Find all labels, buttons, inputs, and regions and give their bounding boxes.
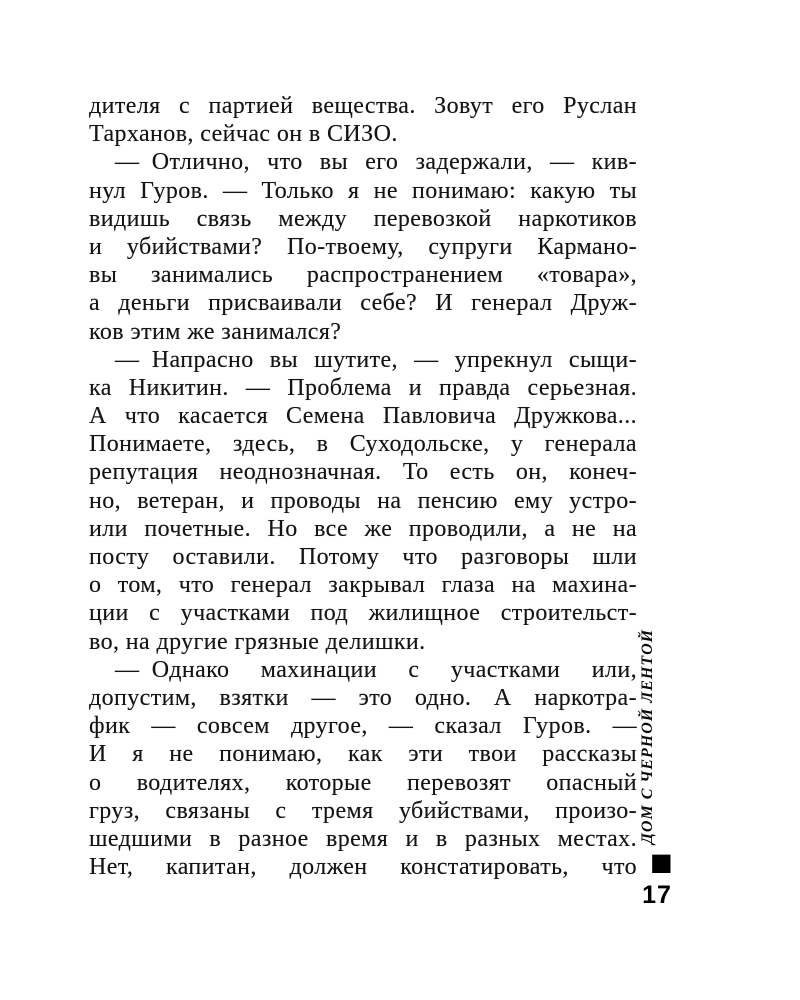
text-line: А что касается Семена Павловича Дружкова... [89, 403, 637, 430]
text-line: И я не понимаю, как эти твои рассказы [89, 741, 637, 768]
text-line: и убийствами? По-твоему, супруги Кармано- [89, 233, 637, 260]
text-line: груз, связаны с тремя убийствами, произо- [89, 797, 637, 824]
text-line: а деньги присваивали себе? И генерал Друж- [89, 290, 637, 317]
text-line: шедшими в разное время и в разных местах. [89, 825, 637, 852]
text-line: Тарханов, сейчас он в СИЗО. [89, 121, 398, 148]
text-line: о водителях, которые перевозят опасный [89, 769, 637, 796]
text-line: или почетные. Но все же проводили, а не на [89, 515, 637, 542]
margin-title-vertical: ДОМ С ЧЕРНОЙ ЛЕНТОЙ [639, 628, 656, 844]
page-number: 17 [642, 881, 672, 909]
text-line: дителя с партией вещества. Зовут его Руслан [89, 93, 637, 119]
text-line: — Однако махинации с участками или, [115, 656, 637, 683]
text-line: посту оставили. Потому что разговоры шли [89, 544, 637, 570]
text-line: о том, что генерал закрывал глаза на махина- [89, 572, 637, 599]
text-line: нул Гуров. — Только я не понимаю: какую ты [89, 177, 637, 204]
text-line: фик — совсем другое, — сказал Гуров. — [89, 713, 637, 740]
text-line: вы занимались распространением «товара», [89, 262, 637, 289]
text-line: — Напрасно вы шутите, — упрекнул сыщи- [115, 346, 637, 373]
text-line: — Отлично, что вы его задержали, — кив- [115, 149, 637, 176]
text-line: репутация неоднозначная. То есть он, конеч- [89, 459, 637, 486]
text-line: ков этим же занимался? [89, 318, 342, 345]
text-line: видишь связь между перевозкой наркотиков [89, 205, 637, 232]
text-line: допустим, взятки — это одно. А наркотра- [89, 684, 637, 711]
text-line: ка Никитин. — Проблема и правда серьезная. [89, 374, 637, 401]
text-line: Понимаете, здесь, в Суходольске, у генерала [89, 431, 637, 458]
text-line: во, на другие грязные делишки. [89, 628, 426, 655]
body-text [89, 92, 637, 881]
text-line: ции с участками под жилищное строительст- [89, 600, 637, 627]
square-marker-icon: ■ [650, 848, 673, 876]
text-line: Нет, капитан, должен констатировать, что [89, 854, 637, 881]
text-line: но, ветеран, и проводы на пенсию ему устро- [89, 487, 637, 514]
